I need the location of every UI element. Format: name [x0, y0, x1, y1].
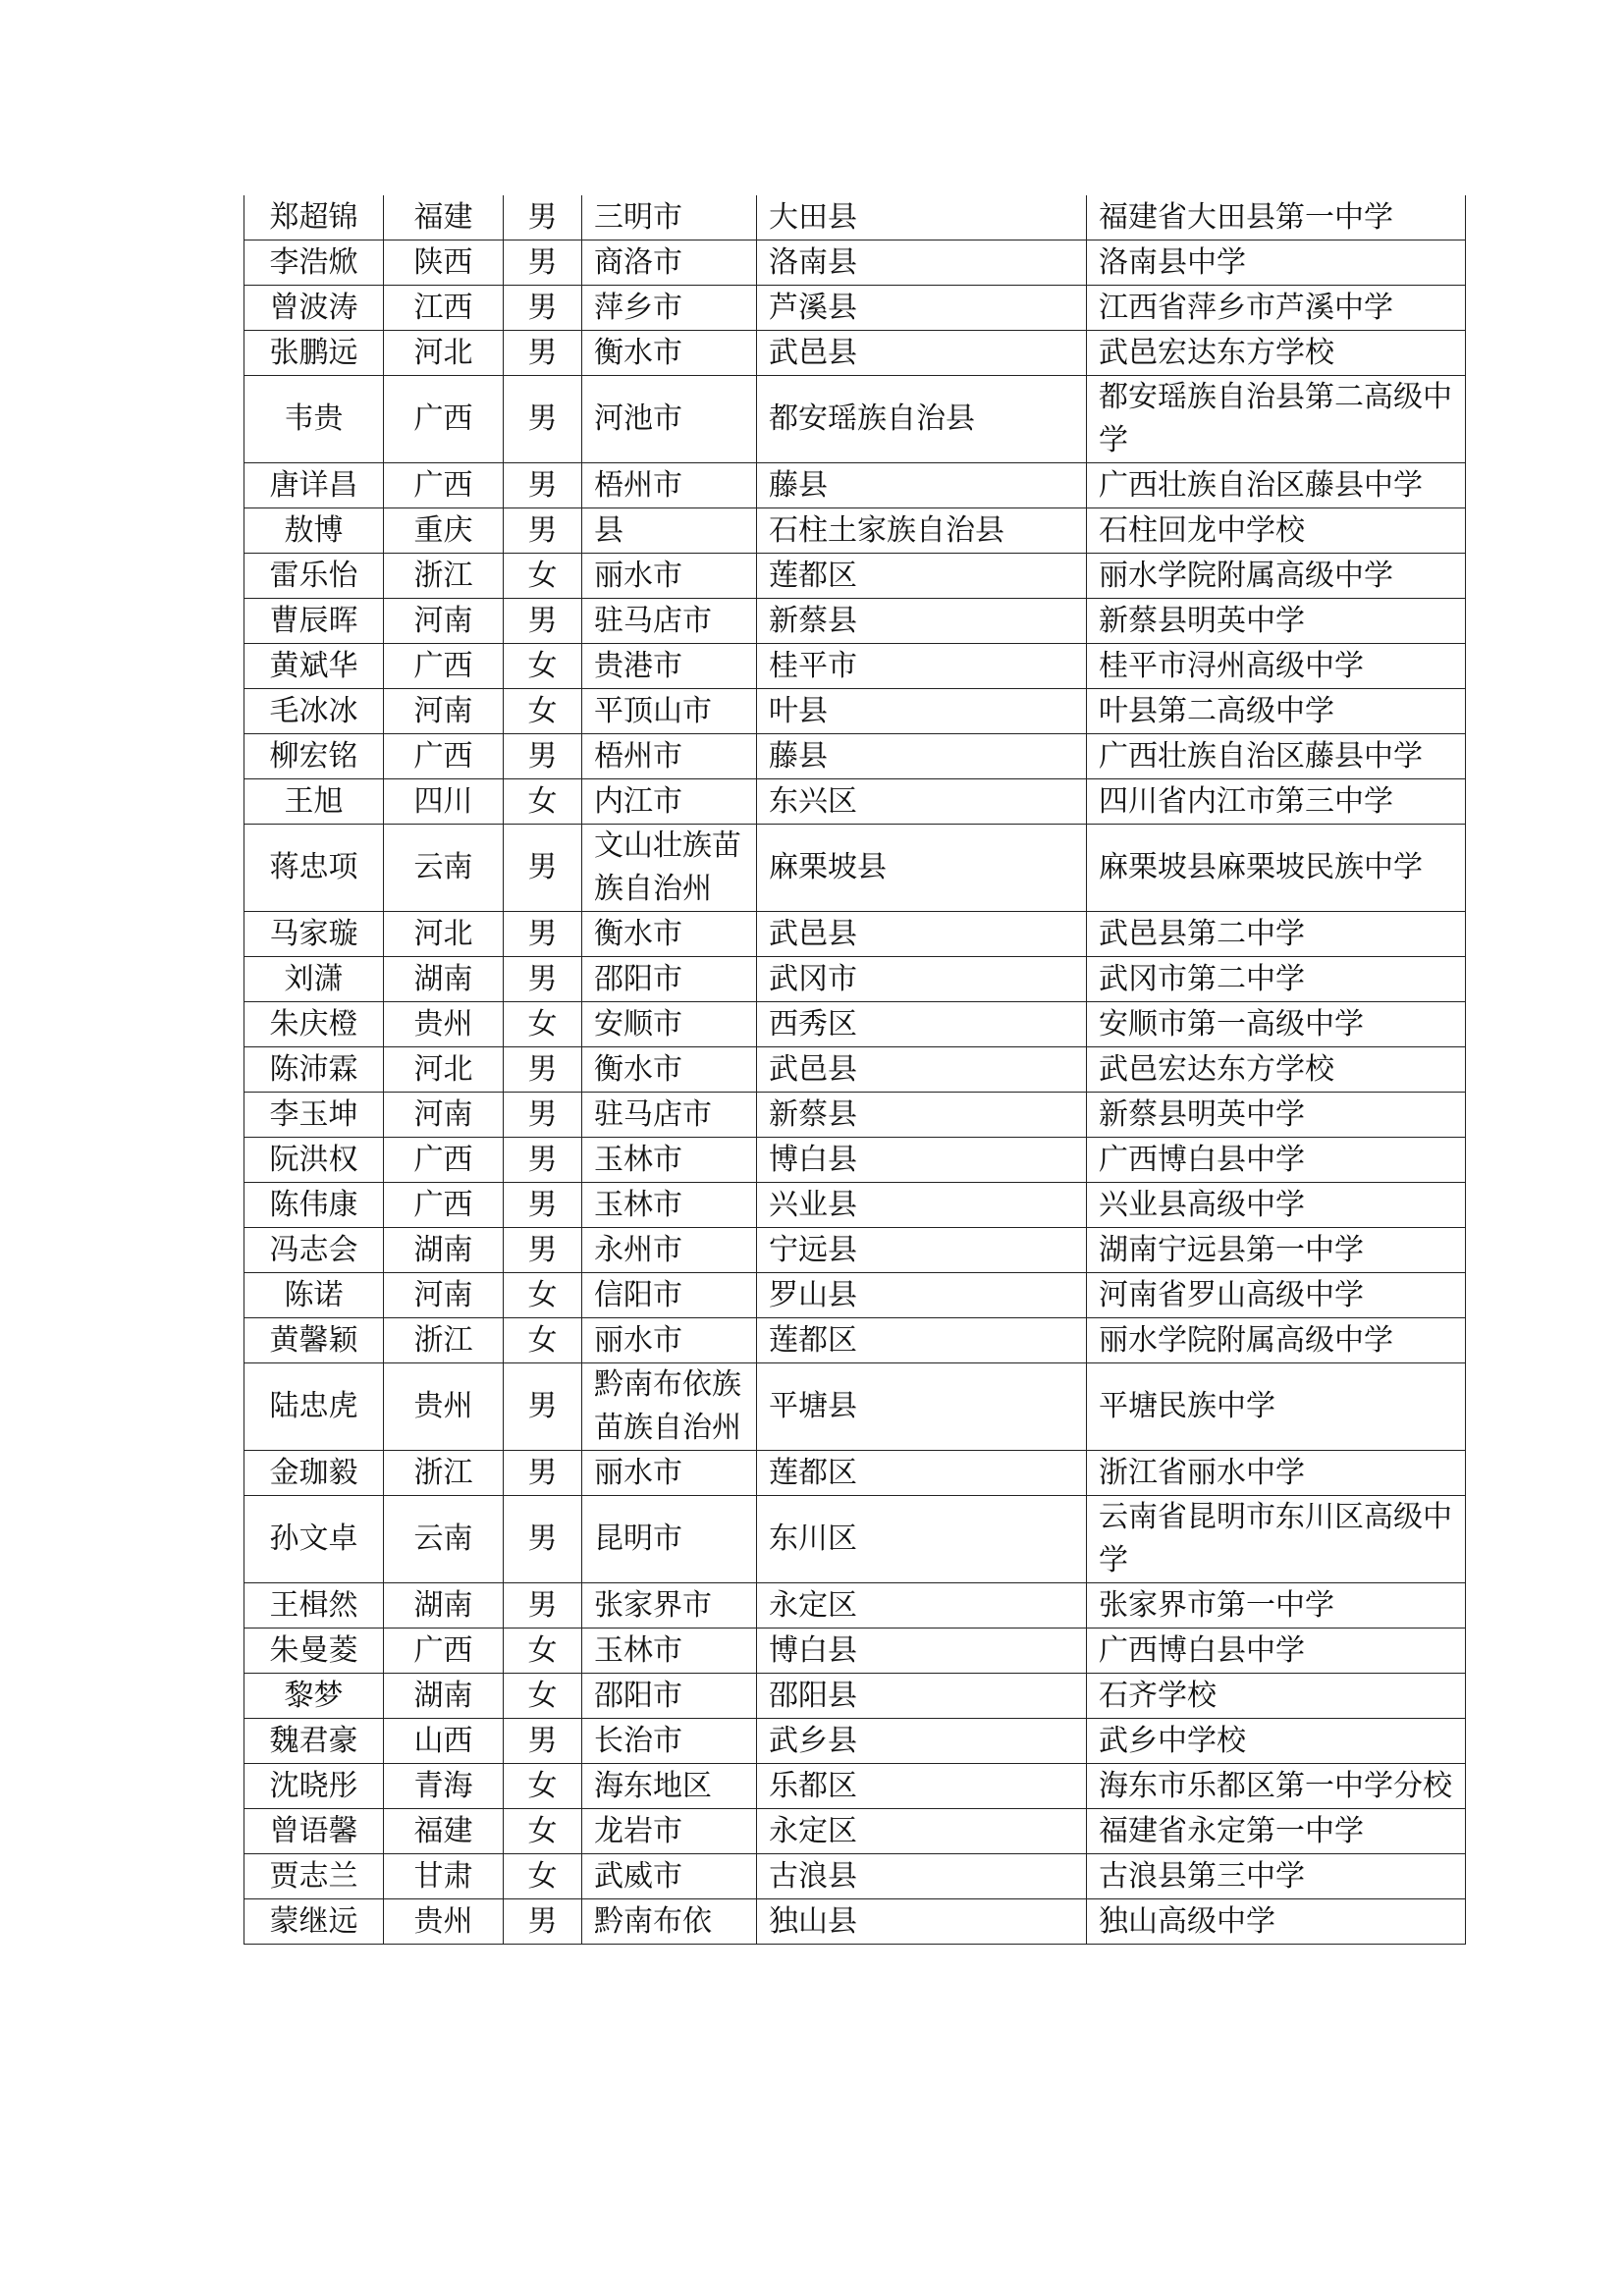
- school-cell: 丽水学院附属高级中学: [1087, 554, 1466, 599]
- city-cell: 龙岩市: [582, 1809, 757, 1854]
- table-row: [244, 1674, 1466, 1719]
- province-cell: 河南: [384, 689, 504, 734]
- table-row: [244, 957, 1466, 1002]
- table-row: [244, 286, 1466, 331]
- table-row: [244, 1363, 1466, 1451]
- school-cell: 兴业县高级中学: [1087, 1183, 1466, 1228]
- province-cell: 四川: [384, 779, 504, 825]
- gender-cell: 女: [504, 554, 582, 599]
- table-row: [244, 240, 1466, 286]
- city-cell: 内江市: [582, 779, 757, 825]
- student-name-cell: 王楫然: [244, 1583, 384, 1629]
- city-cell: 衡水市: [582, 1047, 757, 1093]
- city-cell: 武威市: [582, 1854, 757, 1899]
- city-cell: 衡水市: [582, 912, 757, 957]
- table-row: [244, 1183, 1466, 1228]
- school-cell: 浙江省丽水中学: [1087, 1451, 1466, 1496]
- table-row: [244, 1629, 1466, 1674]
- student-name-cell: 李浩焮: [244, 240, 384, 286]
- gender-cell: 男: [504, 825, 582, 912]
- city-cell: 驻马店市: [582, 599, 757, 644]
- county-cell: 武邑县: [757, 331, 1087, 376]
- school-cell: 广西博白县中学: [1087, 1138, 1466, 1183]
- school-cell: 桂平市浔州高级中学: [1087, 644, 1466, 689]
- gender-cell: 男: [504, 599, 582, 644]
- province-cell: 河北: [384, 331, 504, 376]
- school-cell: 湖南宁远县第一中学: [1087, 1228, 1466, 1273]
- county-cell: 古浪县: [757, 1854, 1087, 1899]
- county-cell: 东川区: [757, 1496, 1087, 1583]
- province-cell: 河北: [384, 912, 504, 957]
- gender-cell: 女: [504, 689, 582, 734]
- table-row: [244, 689, 1466, 734]
- gender-cell: 女: [504, 1002, 582, 1047]
- city-cell: 三明市: [582, 195, 757, 240]
- province-cell: 广西: [384, 1183, 504, 1228]
- table-row: [244, 779, 1466, 825]
- student-name-cell: 贾志兰: [244, 1854, 384, 1899]
- school-cell: 平塘民族中学: [1087, 1363, 1466, 1451]
- gender-cell: 男: [504, 1451, 582, 1496]
- province-cell: 山西: [384, 1719, 504, 1764]
- city-cell: 昆明市: [582, 1496, 757, 1583]
- city-cell: 梧州市: [582, 463, 757, 508]
- city-cell: 黔南布依族苗族自治州: [582, 1363, 757, 1451]
- student-name-cell: 柳宏铭: [244, 734, 384, 779]
- table-row: [244, 1496, 1466, 1583]
- province-cell: 江西: [384, 286, 504, 331]
- gender-cell: 男: [504, 376, 582, 463]
- school-cell: 海东市乐都区第一中学分校: [1087, 1764, 1466, 1809]
- county-cell: 洛南县: [757, 240, 1087, 286]
- gender-cell: 女: [504, 1674, 582, 1719]
- school-cell: 古浪县第三中学: [1087, 1854, 1466, 1899]
- county-cell: 莲都区: [757, 554, 1087, 599]
- student-name-cell: 曾波涛: [244, 286, 384, 331]
- county-cell: 芦溪县: [757, 286, 1087, 331]
- county-cell: 藤县: [757, 463, 1087, 508]
- county-cell: 东兴区: [757, 779, 1087, 825]
- county-cell: 兴业县: [757, 1183, 1087, 1228]
- gender-cell: 男: [504, 508, 582, 554]
- table-row: [244, 734, 1466, 779]
- county-cell: 乐都区: [757, 1764, 1087, 1809]
- student-name-cell: 陈伟康: [244, 1183, 384, 1228]
- table-row: [244, 599, 1466, 644]
- gender-cell: 男: [504, 1899, 582, 1945]
- county-cell: 博白县: [757, 1629, 1087, 1674]
- table-row: [244, 195, 1466, 240]
- table-row: [244, 1093, 1466, 1138]
- student-name-cell: 王旭: [244, 779, 384, 825]
- county-cell: 武邑县: [757, 1047, 1087, 1093]
- student-name-cell: 刘潇: [244, 957, 384, 1002]
- province-cell: 广西: [384, 644, 504, 689]
- student-roster-table: [244, 195, 1466, 1945]
- city-cell: 平顶山市: [582, 689, 757, 734]
- city-cell: 玉林市: [582, 1138, 757, 1183]
- student-name-cell: 朱曼菱: [244, 1629, 384, 1674]
- county-cell: 都安瑶族自治县: [757, 376, 1087, 463]
- school-cell: 武邑县第二中学: [1087, 912, 1466, 957]
- gender-cell: 男: [504, 734, 582, 779]
- gender-cell: 女: [504, 1809, 582, 1854]
- county-cell: 独山县: [757, 1899, 1087, 1945]
- province-cell: 云南: [384, 1496, 504, 1583]
- gender-cell: 男: [504, 1228, 582, 1273]
- table-row: [244, 1002, 1466, 1047]
- school-cell: 石柱回龙中学校: [1087, 508, 1466, 554]
- table-row: [244, 825, 1466, 912]
- table-row: [244, 331, 1466, 376]
- school-cell: 河南省罗山高级中学: [1087, 1273, 1466, 1318]
- gender-cell: 男: [504, 1583, 582, 1629]
- city-cell: 丽水市: [582, 1451, 757, 1496]
- school-cell: 都安瑶族自治县第二高级中学: [1087, 376, 1466, 463]
- school-cell: 洛南县中学: [1087, 240, 1466, 286]
- school-cell: 麻栗坡县麻栗坡民族中学: [1087, 825, 1466, 912]
- province-cell: 陕西: [384, 240, 504, 286]
- county-cell: 邵阳县: [757, 1674, 1087, 1719]
- province-cell: 湖南: [384, 957, 504, 1002]
- county-cell: 大田县: [757, 195, 1087, 240]
- county-cell: 桂平市: [757, 644, 1087, 689]
- gender-cell: 男: [504, 1183, 582, 1228]
- table-row: [244, 463, 1466, 508]
- gender-cell: 男: [504, 331, 582, 376]
- student-name-cell: 曾语馨: [244, 1809, 384, 1854]
- school-cell: 石齐学校: [1087, 1674, 1466, 1719]
- city-cell: 邵阳市: [582, 957, 757, 1002]
- school-cell: 云南省昆明市东川区高级中学: [1087, 1496, 1466, 1583]
- student-name-cell: 黄斌华: [244, 644, 384, 689]
- student-name-cell: 黎梦: [244, 1674, 384, 1719]
- school-cell: 武冈市第二中学: [1087, 957, 1466, 1002]
- student-name-cell: 阮洪权: [244, 1138, 384, 1183]
- school-cell: 福建省永定第一中学: [1087, 1809, 1466, 1854]
- student-name-cell: 朱庆橙: [244, 1002, 384, 1047]
- school-cell: 丽水学院附属高级中学: [1087, 1318, 1466, 1363]
- gender-cell: 女: [504, 779, 582, 825]
- table-row: [244, 1719, 1466, 1764]
- city-cell: 贵港市: [582, 644, 757, 689]
- school-cell: 广西壮族自治区藤县中学: [1087, 734, 1466, 779]
- student-name-cell: 黄馨颖: [244, 1318, 384, 1363]
- county-cell: 武冈市: [757, 957, 1087, 1002]
- gender-cell: 女: [504, 1854, 582, 1899]
- student-name-cell: 雷乐怡: [244, 554, 384, 599]
- province-cell: 贵州: [384, 1363, 504, 1451]
- province-cell: 广西: [384, 734, 504, 779]
- county-cell: 武邑县: [757, 912, 1087, 957]
- county-cell: 西秀区: [757, 1002, 1087, 1047]
- student-name-cell: 唐详昌: [244, 463, 384, 508]
- county-cell: 莲都区: [757, 1451, 1087, 1496]
- table-row: [244, 1451, 1466, 1496]
- school-cell: 武邑宏达东方学校: [1087, 331, 1466, 376]
- gender-cell: 女: [504, 1629, 582, 1674]
- gender-cell: 女: [504, 1764, 582, 1809]
- province-cell: 青海: [384, 1764, 504, 1809]
- table-row: [244, 1809, 1466, 1854]
- county-cell: 平塘县: [757, 1363, 1087, 1451]
- city-cell: 县: [582, 508, 757, 554]
- student-name-cell: 魏君豪: [244, 1719, 384, 1764]
- table-row: [244, 1764, 1466, 1809]
- city-cell: 安顺市: [582, 1002, 757, 1047]
- city-cell: 丽水市: [582, 1318, 757, 1363]
- county-cell: 新蔡县: [757, 1093, 1087, 1138]
- county-cell: 永定区: [757, 1809, 1087, 1854]
- province-cell: 浙江: [384, 1318, 504, 1363]
- school-cell: 福建省大田县第一中学: [1087, 195, 1466, 240]
- school-cell: 新蔡县明英中学: [1087, 599, 1466, 644]
- table-row: [244, 912, 1466, 957]
- school-cell: 叶县第二高级中学: [1087, 689, 1466, 734]
- city-cell: 驻马店市: [582, 1093, 757, 1138]
- student-name-cell: 孙文卓: [244, 1496, 384, 1583]
- student-name-cell: 曹辰晖: [244, 599, 384, 644]
- province-cell: 重庆: [384, 508, 504, 554]
- school-cell: 四川省内江市第三中学: [1087, 779, 1466, 825]
- school-cell: 江西省萍乡市芦溪中学: [1087, 286, 1466, 331]
- gender-cell: 男: [504, 912, 582, 957]
- school-cell: 武乡中学校: [1087, 1719, 1466, 1764]
- student-name-cell: 蒋忠项: [244, 825, 384, 912]
- province-cell: 河南: [384, 1093, 504, 1138]
- county-cell: 博白县: [757, 1138, 1087, 1183]
- gender-cell: 男: [504, 286, 582, 331]
- province-cell: 福建: [384, 195, 504, 240]
- province-cell: 浙江: [384, 1451, 504, 1496]
- city-cell: 玉林市: [582, 1629, 757, 1674]
- table-row: [244, 508, 1466, 554]
- school-cell: 广西壮族自治区藤县中学: [1087, 463, 1466, 508]
- city-cell: 信阳市: [582, 1273, 757, 1318]
- student-name-cell: 敖博: [244, 508, 384, 554]
- student-name-cell: 冯志会: [244, 1228, 384, 1273]
- city-cell: 丽水市: [582, 554, 757, 599]
- gender-cell: 女: [504, 1318, 582, 1363]
- county-cell: 罗山县: [757, 1273, 1087, 1318]
- table-row: [244, 1273, 1466, 1318]
- table-row: [244, 1047, 1466, 1093]
- gender-cell: 女: [504, 1273, 582, 1318]
- table-row: [244, 1138, 1466, 1183]
- province-cell: 河南: [384, 599, 504, 644]
- city-cell: 张家界市: [582, 1583, 757, 1629]
- province-cell: 广西: [384, 1629, 504, 1674]
- table-row: [244, 1899, 1466, 1945]
- student-name-cell: 李玉坤: [244, 1093, 384, 1138]
- table-row: [244, 1228, 1466, 1273]
- province-cell: 贵州: [384, 1002, 504, 1047]
- gender-cell: 女: [504, 644, 582, 689]
- county-cell: 宁远县: [757, 1228, 1087, 1273]
- county-cell: 麻栗坡县: [757, 825, 1087, 912]
- city-cell: 萍乡市: [582, 286, 757, 331]
- city-cell: 邵阳市: [582, 1674, 757, 1719]
- gender-cell: 男: [504, 1496, 582, 1583]
- table-row: [244, 1854, 1466, 1899]
- gender-cell: 男: [504, 195, 582, 240]
- city-cell: 衡水市: [582, 331, 757, 376]
- gender-cell: 男: [504, 1047, 582, 1093]
- school-cell: 武邑宏达东方学校: [1087, 1047, 1466, 1093]
- school-cell: 广西博白县中学: [1087, 1629, 1466, 1674]
- student-name-cell: 蒙继远: [244, 1899, 384, 1945]
- province-cell: 广西: [384, 463, 504, 508]
- city-cell: 河池市: [582, 376, 757, 463]
- student-name-cell: 马家璇: [244, 912, 384, 957]
- student-name-cell: 沈晓彤: [244, 1764, 384, 1809]
- table-row: [244, 1318, 1466, 1363]
- city-cell: 梧州市: [582, 734, 757, 779]
- province-cell: 广西: [384, 1138, 504, 1183]
- province-cell: 甘肃: [384, 1854, 504, 1899]
- table-row: [244, 1583, 1466, 1629]
- city-cell: 文山壮族苗族自治州: [582, 825, 757, 912]
- province-cell: 湖南: [384, 1228, 504, 1273]
- province-cell: 湖南: [384, 1583, 504, 1629]
- student-name-cell: 韦贵: [244, 376, 384, 463]
- county-cell: 永定区: [757, 1583, 1087, 1629]
- gender-cell: 男: [504, 1138, 582, 1183]
- student-name-cell: 陈沛霖: [244, 1047, 384, 1093]
- school-cell: 安顺市第一高级中学: [1087, 1002, 1466, 1047]
- table-row: [244, 376, 1466, 463]
- gender-cell: 男: [504, 957, 582, 1002]
- student-name-cell: 金珈毅: [244, 1451, 384, 1496]
- table-row: [244, 554, 1466, 599]
- gender-cell: 男: [504, 240, 582, 286]
- province-cell: 湖南: [384, 1674, 504, 1719]
- city-cell: 商洛市: [582, 240, 757, 286]
- county-cell: 莲都区: [757, 1318, 1087, 1363]
- county-cell: 武乡县: [757, 1719, 1087, 1764]
- student-name-cell: 张鹏远: [244, 331, 384, 376]
- province-cell: 河南: [384, 1273, 504, 1318]
- province-cell: 广西: [384, 376, 504, 463]
- province-cell: 河北: [384, 1047, 504, 1093]
- city-cell: 长治市: [582, 1719, 757, 1764]
- student-name-cell: 陈诺: [244, 1273, 384, 1318]
- county-cell: 叶县: [757, 689, 1087, 734]
- gender-cell: 男: [504, 1363, 582, 1451]
- school-cell: 独山高级中学: [1087, 1899, 1466, 1945]
- gender-cell: 男: [504, 463, 582, 508]
- student-name-cell: 郑超锦: [244, 195, 384, 240]
- gender-cell: 男: [504, 1719, 582, 1764]
- province-cell: 云南: [384, 825, 504, 912]
- school-cell: 新蔡县明英中学: [1087, 1093, 1466, 1138]
- county-cell: 藤县: [757, 734, 1087, 779]
- roster-body: [244, 195, 1466, 1945]
- city-cell: 海东地区: [582, 1764, 757, 1809]
- county-cell: 新蔡县: [757, 599, 1087, 644]
- gender-cell: 男: [504, 1093, 582, 1138]
- school-cell: 张家界市第一中学: [1087, 1583, 1466, 1629]
- city-cell: 永州市: [582, 1228, 757, 1273]
- province-cell: 贵州: [384, 1899, 504, 1945]
- table-row: [244, 644, 1466, 689]
- province-cell: 福建: [384, 1809, 504, 1854]
- city-cell: 黔南布依: [582, 1899, 757, 1945]
- student-name-cell: 毛冰冰: [244, 689, 384, 734]
- student-name-cell: 陆忠虎: [244, 1363, 384, 1451]
- city-cell: 玉林市: [582, 1183, 757, 1228]
- county-cell: 石柱土家族自治县: [757, 508, 1087, 554]
- province-cell: 浙江: [384, 554, 504, 599]
